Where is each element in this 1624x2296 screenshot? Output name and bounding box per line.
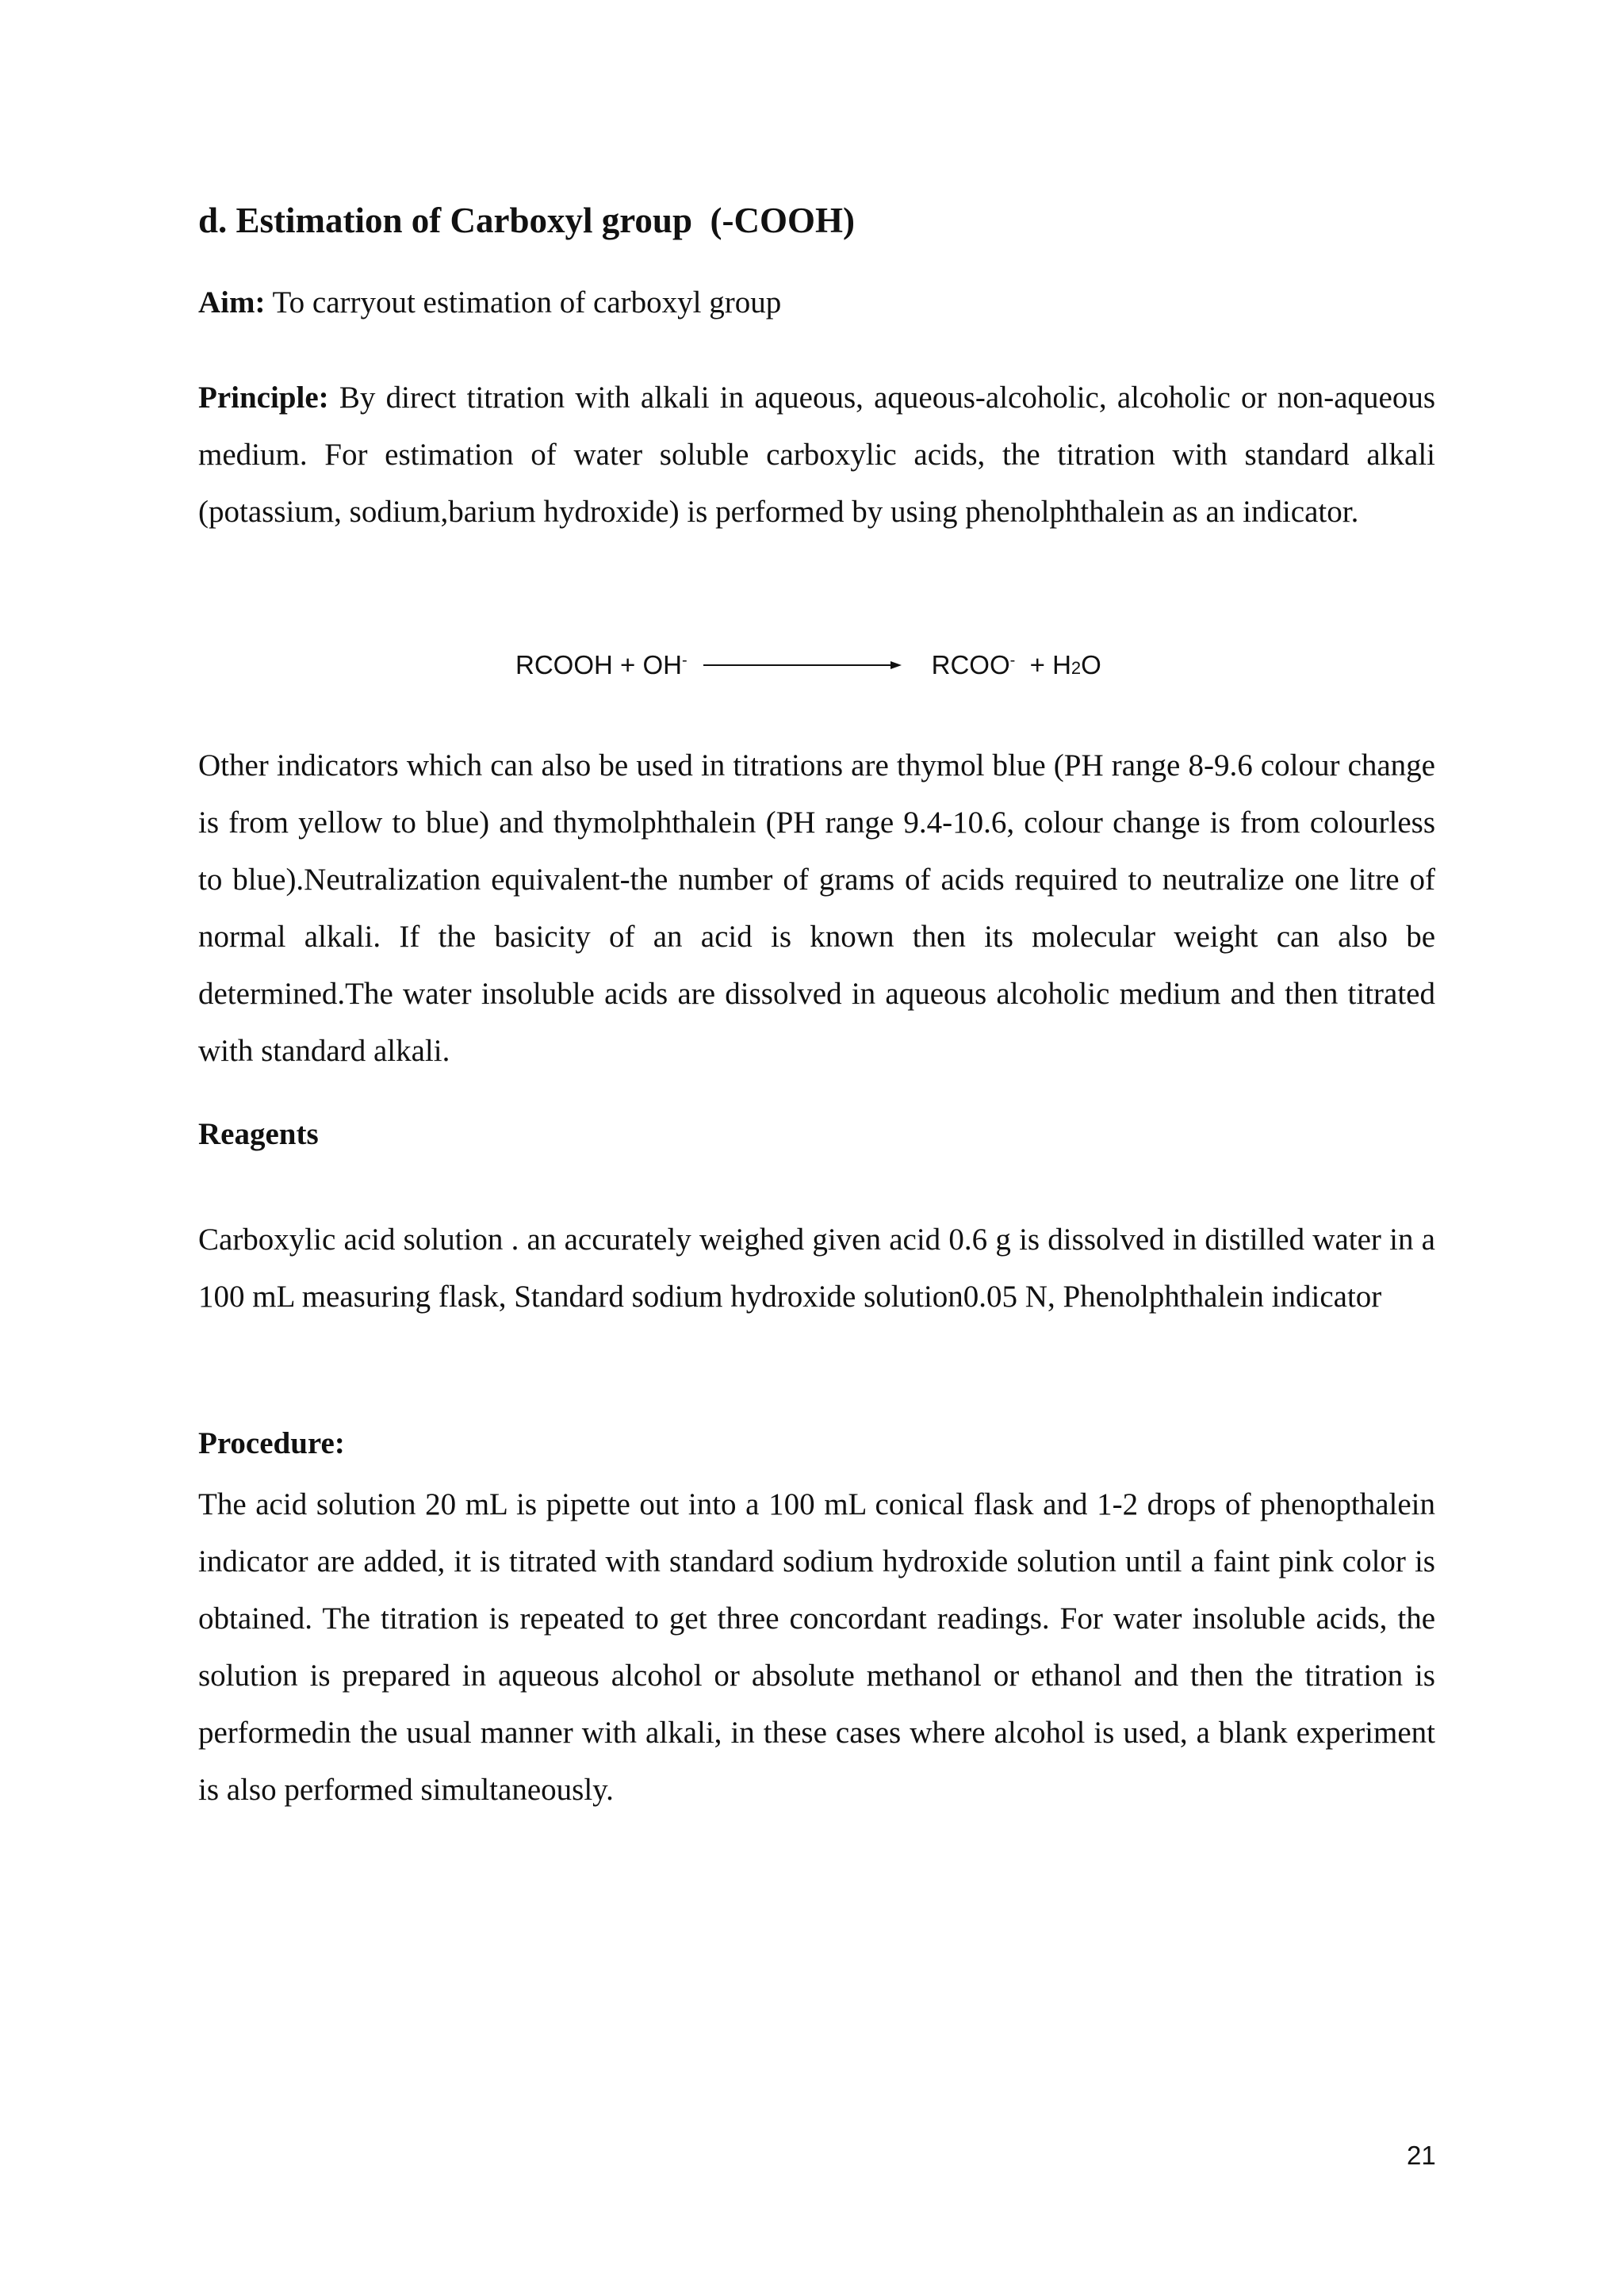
reagents-heading: Reagents [198,1117,319,1151]
equation-product-charge: - [1009,651,1016,669]
other-indicators-paragraph: Other indicators which can also be used in titrations are thymol blue (PH range 8-9.6 colour change is from yellow to blue) and thymolphthalein (PH range 9.4-10.6, colour change is from colourless to blue).Neutralization equivalent-the number of grams of acids required to neutralize one litre of normal alkali. If the basicity of an acid is known then its molecular weight can also be determined.The water insoluble acids are dissolved in aqueous alcoholic medium and then titrated with standard alkali. [198,748,1435,1068]
equation-product-ion: RCOO [931,650,1010,679]
equation-water-prefix: + H [1015,650,1071,679]
equation-reactants: RCOOH + OH [515,650,682,679]
equation-water-subscript: 2 [1071,658,1082,678]
section-title: d. Estimation of Carboxyl group (-COOH) [198,201,855,240]
reagents-paragraph: Carboxylic acid solution . an accurately weighed given acid 0.6 g is dissolved in distilled water in a 100 mL measuring flask, Standard sodium hydroxide solution0.05 N, Phenolphthalein indicator [198,1223,1435,1314]
procedure-paragraph: The acid solution 20 mL is pipette out into a 100 mL conical flask and 1-2 drops of phenopthalein indicator are added, it is titrated with standard sodium hydroxide solution until a faint pink color is obtained. The titration is repeated to get three concordant readings. For water insoluble acids, the solution is prepared in aqueous alcohol or absolute methanol or ethanol and then the titration is performedin the usual manner with alkali, in these cases where alcohol is used, a blank experiment is also performed simultaneously. [198,1487,1435,1807]
aim-paragraph [198,274,1435,331]
aim-text: To carryout estimation of carboxyl group [265,285,782,320]
page-number: 21 [1407,2141,1436,2170]
equation-reactant-charge: - [681,651,688,669]
equation-water-suffix: O [1081,650,1101,679]
principle-label: Principle: [198,381,329,415]
reaction-arrow-icon [703,660,902,671]
reaction-equation [515,646,1101,684]
aim-label: Aim: [198,285,266,320]
principle-paragraph [198,369,1435,541]
principle-text: By direct titration with alkali in aqueous, aqueous-alcoholic, alcoholic or non-aqueous medium. For estimation of water soluble carboxylic acids, the titration with standard alkali (potassium, sodium,barium hydroxide) is performed by using phenolphthalein as an indicator. [198,381,1435,529]
procedure-heading: Procedure: [198,1426,345,1460]
